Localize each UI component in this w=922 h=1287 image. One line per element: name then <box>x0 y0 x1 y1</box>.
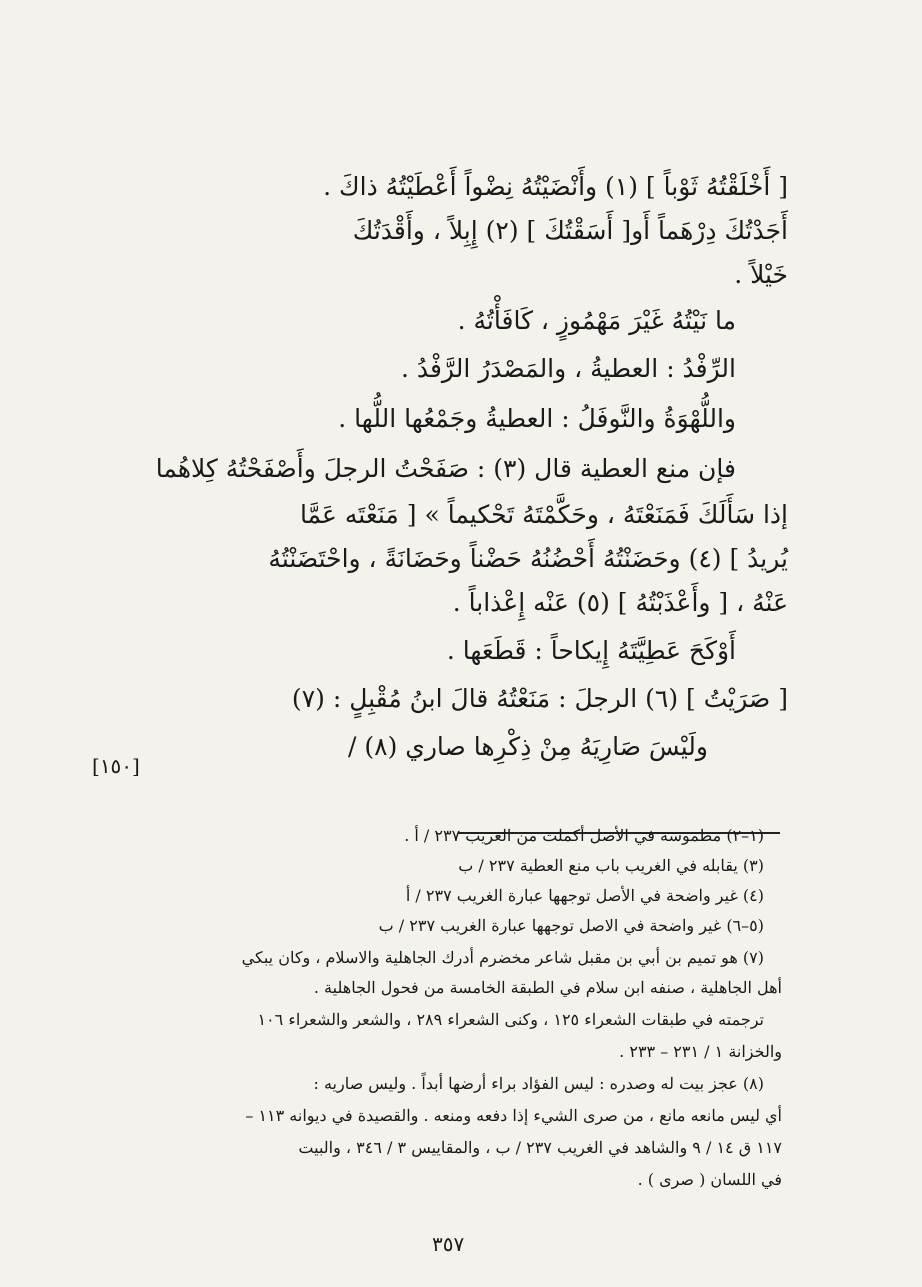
main-line: الرِّفْدُ : العطيةُ ، والمَصْدَرُ الرَّفْدُ . <box>400 354 736 383</box>
main-line: [ أَخْلَقْتُهُ ثَوْباً ] (١) وأَنْضَيْتُهُ نِضْواً أَعْطَيْتُهُ ذاكَ . <box>323 172 788 201</box>
main-line: عَنْهُ ، [ وأَعْذَبْتُهُ ] (٥) عَنْه إِعْذاباً . <box>452 588 788 617</box>
main-line: يُريدُ ] (٤) وحَضَنْتُهُ أَحْضُنُهُ حَضْناً وحَضَانَةً ، واحْتَضَنْتُهُ <box>268 544 788 573</box>
verse-line: ولَيْسَ صَارِيَهُ مِنْ ذِكْرِها صاري (٨) / <box>348 732 708 761</box>
main-line: واللُّهْوَةُ والنَّوفَلُ : العطيةُ وجَمْعُها اللُّها . <box>338 404 736 433</box>
footnote-continuation: أي ليس مانعه مانع ، من صرى الشيء إذا دفعه ومنعه . والقصيدة في ديوانه ١١٣ – <box>245 1106 782 1125</box>
main-line: [ صَرَيْتُ ] (٦) الرجلَ : مَنَعْتُهُ قالَ ابنُ مُقْبِلٍ : (٧) <box>291 684 788 713</box>
main-line: فإن منع العطية قال (٣) : صَفَحْتُ الرجلَ وأَصْفَحْتُهُ كِلاهُما <box>155 454 736 483</box>
footnote-continuation: والخزانة ١ / ٢٣١ – ٢٣٣ . <box>619 1042 782 1061</box>
main-line: ما نَيْتُهُ غَيْرَ مَهْمُوزٍ ، كَافَأْتُهُ . <box>457 306 736 335</box>
footnote: (٥–٦) غير واضحة في الاصل توجهها عبارة الغريب ٢٣٧ / ب <box>378 916 764 935</box>
main-line: إذا سَأَلَكَ فَمَنَعْتَهُ ، وحَكَّمْتَهُ تَحْكيماً » [ مَنَعْتَه عَمَّا <box>299 500 788 529</box>
footnote: (٧) هو تميم بن أبي بن مقبل شاعر مخضرم أدرك الجاهلية والاسلام ، وكان يبكي <box>241 948 764 967</box>
main-line: خَيْلاً . <box>734 260 788 289</box>
page-number: ٣٥٧ <box>432 1232 465 1256</box>
margin-folio-number: [١٥٠] <box>92 754 140 778</box>
footnote-continuation: ١١٧ ق ١٤ / ٩ والشاهد في الغريب ٢٣٧ / ب ، والمقاييس ٣ / ٣٤٦ ، والبيت <box>298 1138 782 1157</box>
main-line: أَجَدْتُكَ دِرْهَماً أَو[ أَسَقْتُكَ ] (٢) إِبِلاً ، وأَقْدَتُكَ <box>352 216 788 245</box>
footnote: (٣) يقابله في الغريب باب منع العطية ٢٣٧ / ب <box>458 856 764 875</box>
footnote: ترجمته في طبقات الشعراء ١٢٥ ، وكنى الشعراء ٢٨٩ ، والشعر والشعراء ١٠٦ <box>257 1010 764 1029</box>
footnote: (٨) عجز بيت له وصدره : ليس الفؤاد براء أرضها أبداً . وليس صاريه : <box>313 1074 764 1093</box>
main-line: أَوْكَحَ عَطِيَّتَهُ إِيكاحاً : قَطَعَها . <box>446 636 736 665</box>
footnote: (١–٢) مطموسة في الأصل أكملت من الغريب ٢٣٧ / أ . <box>404 826 764 845</box>
footnote: (٤) غير واضحة في الأصل توجهها عبارة الغريب ٢٣٧ / أ <box>405 886 764 905</box>
footnote-continuation: أهل الجاهلية ، صنفه ابن سلام في الطبقة الخامسة من فحول الجاهلية . <box>313 978 782 997</box>
footnote-continuation: في اللسان ( صرى ) . <box>637 1170 782 1189</box>
